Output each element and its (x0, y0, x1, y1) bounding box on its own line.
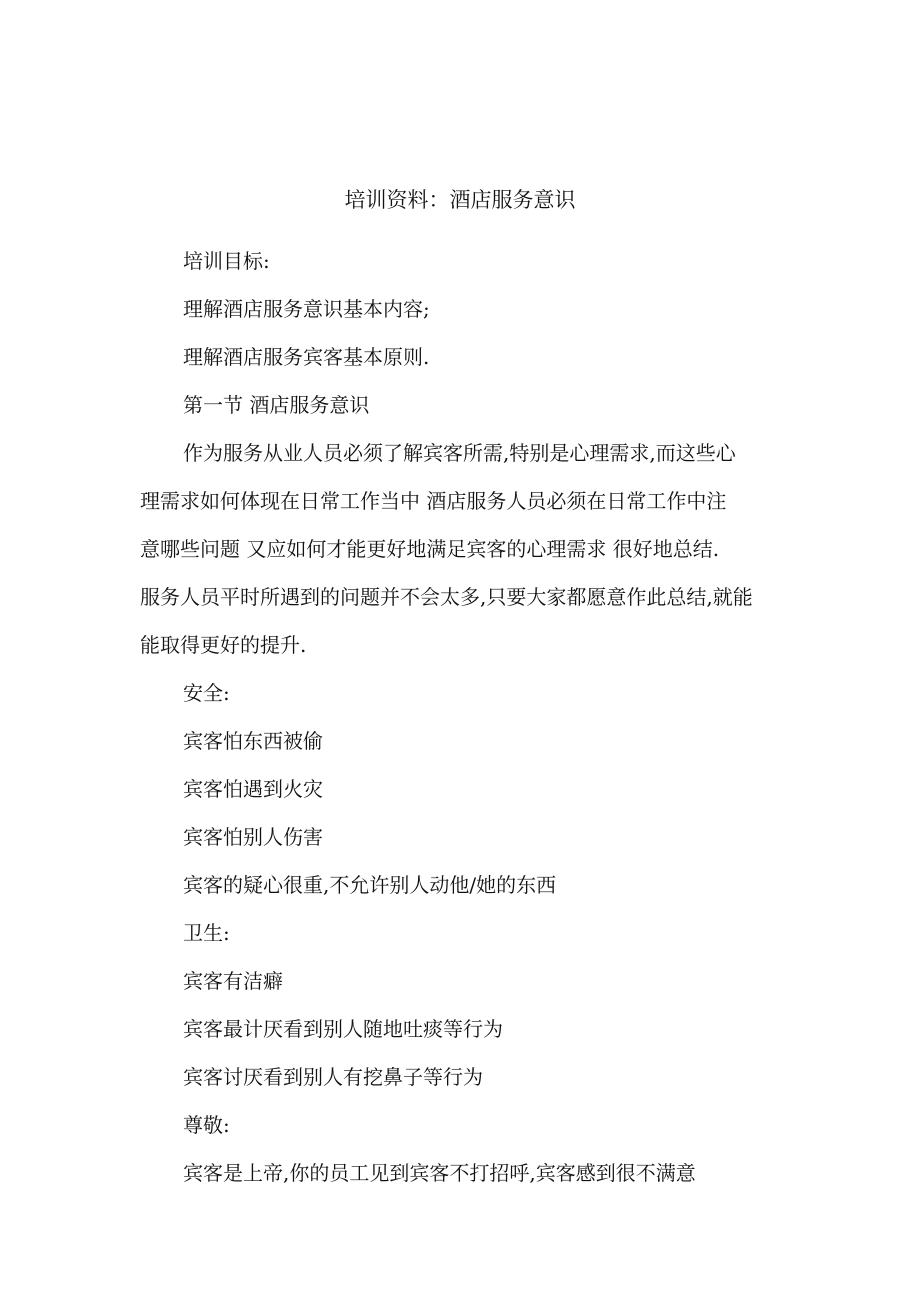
hygiene-heading: 卫生: (183, 921, 230, 945)
paragraph-line: 作为服务从业人员必须了解宾客所需,特别是心理需求,而这些心 (183, 441, 736, 465)
respect-heading: 尊敬: (183, 1113, 230, 1137)
respect-item: 宾客是上帝,你的员工见到宾客不打招呼,宾客感到很不满意 (183, 1161, 696, 1185)
paragraph-line: 意哪些问题 又应如何才能更好地满足宾客的心理需求 很好地总结. (140, 537, 720, 561)
objectives-heading: 培训目标: (183, 249, 270, 273)
hygiene-item: 宾客有洁癖 (183, 969, 283, 993)
document-body (140, 247, 805, 1207)
safety-item: 宾客怕别人伤害 (183, 825, 323, 849)
objective-item: 理解酒店服务意识基本内容; (183, 297, 430, 321)
hygiene-item: 宾客讨厌看到别人有挖鼻子等行为 (183, 1065, 483, 1089)
section-heading: 第一节 酒店服务意识 (183, 393, 370, 417)
paragraph-line: 理需求如何体现在日常工作当中 酒店服务人员必须在日常工作中注 (140, 489, 727, 513)
safety-heading: 安全: (183, 681, 230, 705)
safety-item: 宾客怕遇到火灾 (183, 777, 323, 801)
paragraph-line: 服务人员平时所遇到的问题并不会太多,只要大家都愿意作此总结,就能 (140, 585, 753, 609)
hygiene-item: 宾客最计厌看到别人随地吐痰等行为 (183, 1017, 503, 1041)
safety-item: 宾客的疑心很重,不允许别人动他/她的东西 (183, 873, 557, 897)
document-title: 培训资料：酒店服务意识 (344, 188, 576, 212)
paragraph-line: 能取得更好的提升. (140, 633, 307, 657)
safety-item: 宾客怕东西被偷 (183, 729, 323, 753)
intro-paragraph (140, 429, 805, 669)
objective-item: 理解酒店服务宾客基本原则. (183, 345, 430, 369)
